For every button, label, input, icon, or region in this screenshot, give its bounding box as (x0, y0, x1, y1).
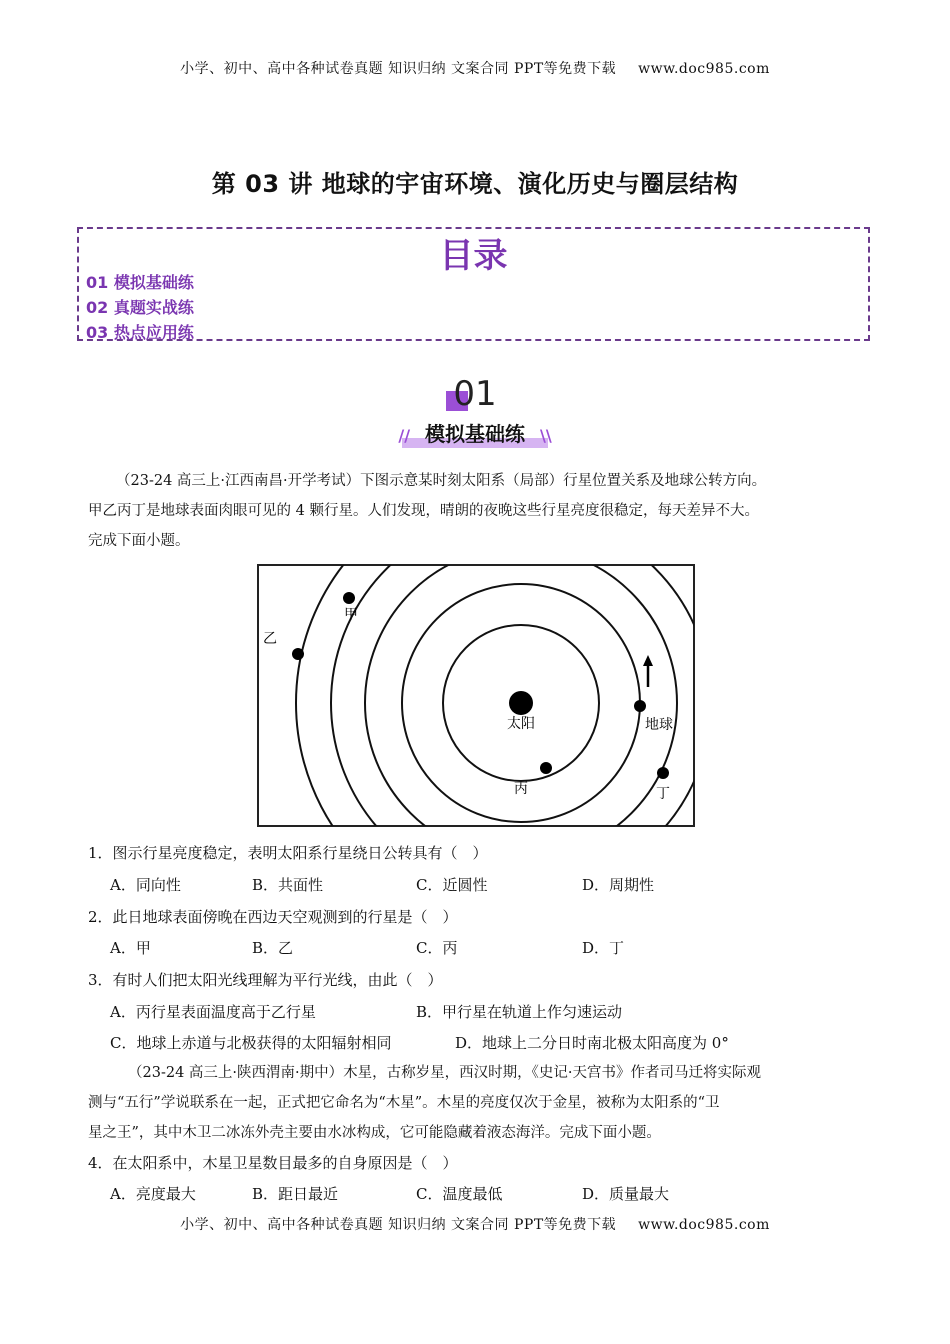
question-3-option-d[interactable]: D．地球上二分日时南北极太阳高度为 0° (455, 1034, 729, 1052)
question-2-option-c[interactable]: C．丙 (416, 939, 458, 957)
page-title: 第 03 讲 地球的宇宙环境、演化历史与圈层结构 (211, 170, 739, 198)
sun-icon (509, 691, 533, 715)
planet-yi-icon (292, 648, 304, 660)
planet-bing-icon (540, 762, 552, 774)
passage-1-line-3: 完成下面小题。 (88, 533, 190, 549)
passage-2-line-2: 测与“五行”学说联系在一起，正式把它命名为“木星”。木星的亮度仅次于金星，被称为太阳系的“卫 (88, 1095, 720, 1111)
earth-label: 地球 (645, 717, 673, 733)
question-4-option-b[interactable]: B．距日最近 (252, 1185, 339, 1203)
header-text: 小学、初中、高中各种试卷真题 知识归纳 文案合同 PPT等免费下载 (180, 61, 617, 77)
footer-url[interactable]: www.doc985.com (638, 1217, 770, 1233)
question-1-option-c[interactable]: C．近圆性 (416, 876, 488, 894)
passage-2 (88, 1058, 868, 1148)
footer-text: 小学、初中、高中各种试卷真题 知识归纳 文案合同 PPT等免费下载 (180, 1217, 617, 1233)
question-1-option-d[interactable]: D．周期性 (582, 876, 655, 894)
question-3-option-a[interactable]: A．丙行星表面温度高于乙行星 (110, 1003, 316, 1021)
planet-jia-label: 甲 (344, 607, 358, 623)
question-2-option-d[interactable]: D．丁 (582, 939, 625, 957)
passage-2-line-1: （23-24 高三上·陕西渭南·期中）木星，古称岁星，西汉时期，《史记·天宫书》作者司马迁将实际观 (128, 1065, 761, 1081)
passage-1 (88, 466, 868, 556)
passage-2-line-3: 星之王”，其中木卫二冰冻外壳主要由水冰构成，它可能隐藏着液态海洋。完成下面小题。 (88, 1125, 661, 1141)
question-4-stem: 4．在太阳系中，木星卫星数目最多的自身原因是（ ） (88, 1154, 458, 1172)
section-deco-right: \\ (539, 426, 552, 445)
question-1-option-a[interactable]: A．同向性 (110, 876, 181, 894)
passage-1-line-2: 甲乙丙丁是地球表面肉眼可见的 4 颗行星。人们发现，晴朗的夜晚这些行星亮度很稳定，每天差异不大。 (88, 503, 759, 519)
question-4-option-a[interactable]: A．亮度最大 (110, 1185, 196, 1203)
planet-ding-label: 丁 (656, 786, 670, 802)
planet-jia-icon (343, 592, 355, 604)
planet-ding-icon (657, 767, 669, 779)
question-1-option-b[interactable]: B．共面性 (252, 876, 324, 894)
earth-icon (634, 700, 646, 712)
page-header (0, 58, 950, 78)
question-3-stem: 3．有时人们把太阳光线理解为平行光线，由此（ ） (88, 971, 443, 989)
question-3-option-b[interactable]: B．甲行星在轨道上作匀速运动 (416, 1003, 623, 1021)
question-2-option-a[interactable]: A．甲 (110, 939, 151, 957)
figure-frame (258, 565, 694, 826)
question-4-option-c[interactable]: C．温度最低 (416, 1185, 503, 1203)
toc-item-2[interactable]: 02 真题实战练 (86, 298, 194, 317)
question-4-option-d[interactable]: D．质量最大 (582, 1185, 670, 1203)
solar-system-figure (256, 563, 696, 829)
section-title-row (0, 418, 950, 447)
sun-label: 太阳 (507, 716, 535, 732)
toc-item-1[interactable]: 01 模拟基础练 (86, 273, 194, 292)
toc-heading: 目录 (439, 236, 508, 276)
question-2-option-b[interactable]: B．乙 (252, 939, 294, 957)
toc-item-3[interactable]: 03 热点应用练 (86, 323, 194, 342)
question-2-stem: 2．此日地球表面傍晚在西边天空观测到的行星是（ ） (88, 908, 458, 926)
question-1-stem: 1．图示行星亮度稳定，表明太阳系行星绕日公转具有（ ） (88, 844, 488, 862)
section-deco-left: // (398, 426, 411, 445)
header-url[interactable]: www.doc985.com (638, 61, 770, 77)
section-title: 模拟基础练 (425, 422, 525, 446)
question-3-option-c[interactable]: C．地球上赤道与北极获得的太阳辐射相同 (110, 1034, 392, 1052)
page-footer (0, 1214, 950, 1234)
passage-1-line-1: （23-24 高三上·江西南昌·开学考试）下图示意某时刻太阳系（局部）行星位置关系及地球公转方向。 (116, 473, 767, 489)
planet-yi-label: 乙 (263, 631, 277, 647)
section-number: 01 (453, 374, 497, 414)
planet-bing-label: 丙 (514, 781, 528, 797)
